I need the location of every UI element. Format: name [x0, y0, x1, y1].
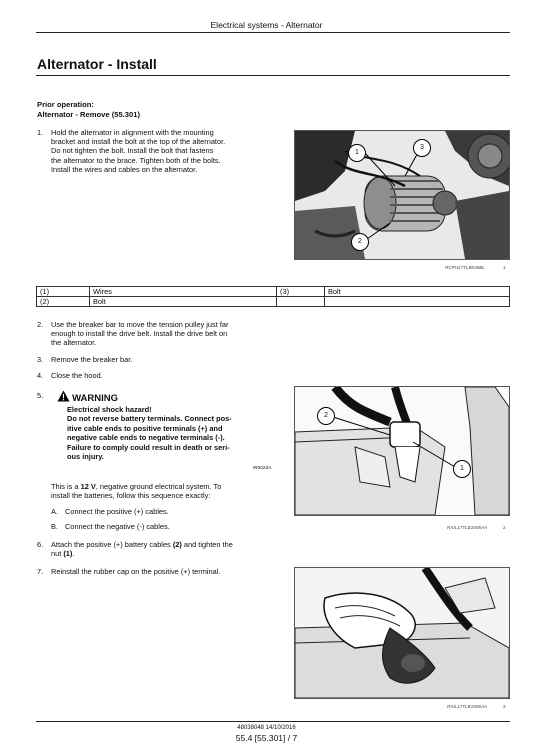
- system-intro: [51, 482, 277, 500]
- alternator-figure: [294, 130, 510, 260]
- warning-body: [67, 405, 276, 461]
- step-number: 3.: [37, 355, 44, 364]
- callout-ref: (2): [172, 540, 182, 549]
- intro-text: , negative ground electrical system. To: [95, 482, 222, 491]
- step-line: the alternator.: [51, 338, 97, 348]
- legend-cell: (1): [37, 287, 90, 297]
- step-line: Do not tighten the bolt. Install the bolt that fastens: [51, 146, 214, 156]
- figure-caption: RAIL17TLB1506AA: [447, 704, 488, 709]
- warning-line: negative cable ends to negative terminals (-).: [67, 433, 225, 443]
- step-6: [37, 540, 277, 560]
- warning-triangle-icon: [57, 390, 70, 402]
- battery-cable-figure: [294, 386, 510, 516]
- substep-label: A.: [51, 507, 58, 516]
- figure-number: 3: [503, 704, 506, 709]
- prior-operation-link[interactable]: Alternator - Remove (55.301): [37, 109, 140, 119]
- header-rule: [36, 32, 510, 33]
- warning-header: [57, 390, 118, 403]
- step-4: [37, 371, 277, 381]
- voltage-value: 12 V: [80, 482, 96, 491]
- step-line: Hold the alternator in alignment with the mounting: [51, 128, 214, 137]
- page-title: Alternator - Install: [37, 56, 157, 72]
- table-row: [37, 287, 510, 297]
- figure-caption: RCPH17TLB039BL: [445, 265, 485, 270]
- footer-rule: [36, 721, 510, 722]
- step-7: [37, 567, 277, 577]
- substep-text: Connect the positive (+) cables.: [65, 507, 169, 516]
- callout-ref: (1): [63, 549, 73, 559]
- legend-table: [36, 286, 510, 307]
- alternator-illustration: [295, 131, 509, 259]
- warning-title: WARNING: [72, 393, 118, 404]
- step-number: 2.: [37, 320, 44, 329]
- legend-cell: (2): [37, 297, 90, 307]
- step-5: [37, 390, 277, 540]
- warning-line: ous injury.: [67, 452, 104, 462]
- callout-3: 3: [413, 139, 431, 157]
- page-number: 55.4 [55.301] / 7: [235, 733, 298, 743]
- step-number: 7.: [37, 567, 44, 576]
- callout-2: 2: [317, 407, 335, 425]
- running-header: Electrical systems - Alternator: [210, 20, 323, 30]
- step-line: Use the breaker bar to move the tension pulley just far: [51, 320, 229, 329]
- intro-text: This is a: [51, 482, 81, 491]
- step-number: 4.: [37, 371, 44, 380]
- table-row: [37, 297, 510, 307]
- substep-text: Connect the negative (-) cables.: [65, 522, 170, 531]
- step-text: Attach the positive (+) battery cables: [51, 540, 173, 549]
- legend-cell: Bolt: [325, 287, 510, 297]
- callout-2: 2: [351, 233, 369, 251]
- step-number: 5.: [37, 391, 44, 400]
- substep-label: B.: [51, 522, 58, 531]
- step-text: Reinstall the rubber cap on the positive (+) terminal.: [51, 567, 221, 576]
- step-text: nut: [51, 549, 64, 559]
- step-line: the alternator to the brace. Tighten both of the bolts.: [51, 155, 221, 165]
- prior-operation: [37, 100, 140, 119]
- figure-caption: RAIL17TLB1505AA: [447, 525, 488, 530]
- step-text: .: [72, 549, 75, 559]
- step-1: [37, 128, 277, 178]
- terminal-cap-illustration: [295, 568, 509, 698]
- step-text: Close the hood.: [51, 371, 103, 380]
- step-text: Remove the breaker bar.: [51, 355, 133, 364]
- document-number: 48038048 14/10/2016: [237, 725, 296, 731]
- step-line: Install the wires and cables on the alternator.: [51, 164, 198, 174]
- warning-line: itive cable ends to positive terminals (+) and: [67, 423, 223, 433]
- step-line: bracket and install the bolt at the top of the alternator.: [51, 137, 226, 147]
- warning-line: Failure to comply could result in death or seri-: [67, 442, 230, 452]
- warning-line: Do not reverse battery terminals. Connect pos-: [67, 414, 232, 424]
- callout-1: 1: [453, 460, 471, 478]
- step-line: enough to install the drive belt. Install the drive belt on: [51, 329, 228, 339]
- substep-a: [51, 507, 277, 516]
- callout-1: 1: [348, 144, 366, 162]
- legend-cell: [277, 297, 325, 307]
- step-2: [37, 320, 277, 350]
- step-3: [37, 355, 277, 365]
- intro-text: install the batteries, follow this sequence exactly:: [51, 491, 211, 501]
- title-rule: [36, 75, 510, 76]
- prior-operation-label: Prior operation:: [37, 100, 94, 109]
- legend-cell: Bolt: [90, 297, 277, 307]
- figure-number: 2: [503, 525, 506, 530]
- step-number: 1.: [37, 128, 44, 137]
- legend-cell: (3): [277, 287, 325, 297]
- figure-number: 1: [503, 265, 506, 270]
- legend-cell: [325, 297, 510, 307]
- rubber-cap-figure: [294, 567, 510, 699]
- warning-code: W0023A: [253, 466, 272, 471]
- warning-line: Electrical shock hazard!: [67, 405, 152, 414]
- step-number: 6.: [37, 540, 44, 549]
- step-text: and tighten the: [181, 540, 233, 549]
- legend-cell: Wires: [90, 287, 277, 297]
- substep-b: [51, 522, 277, 531]
